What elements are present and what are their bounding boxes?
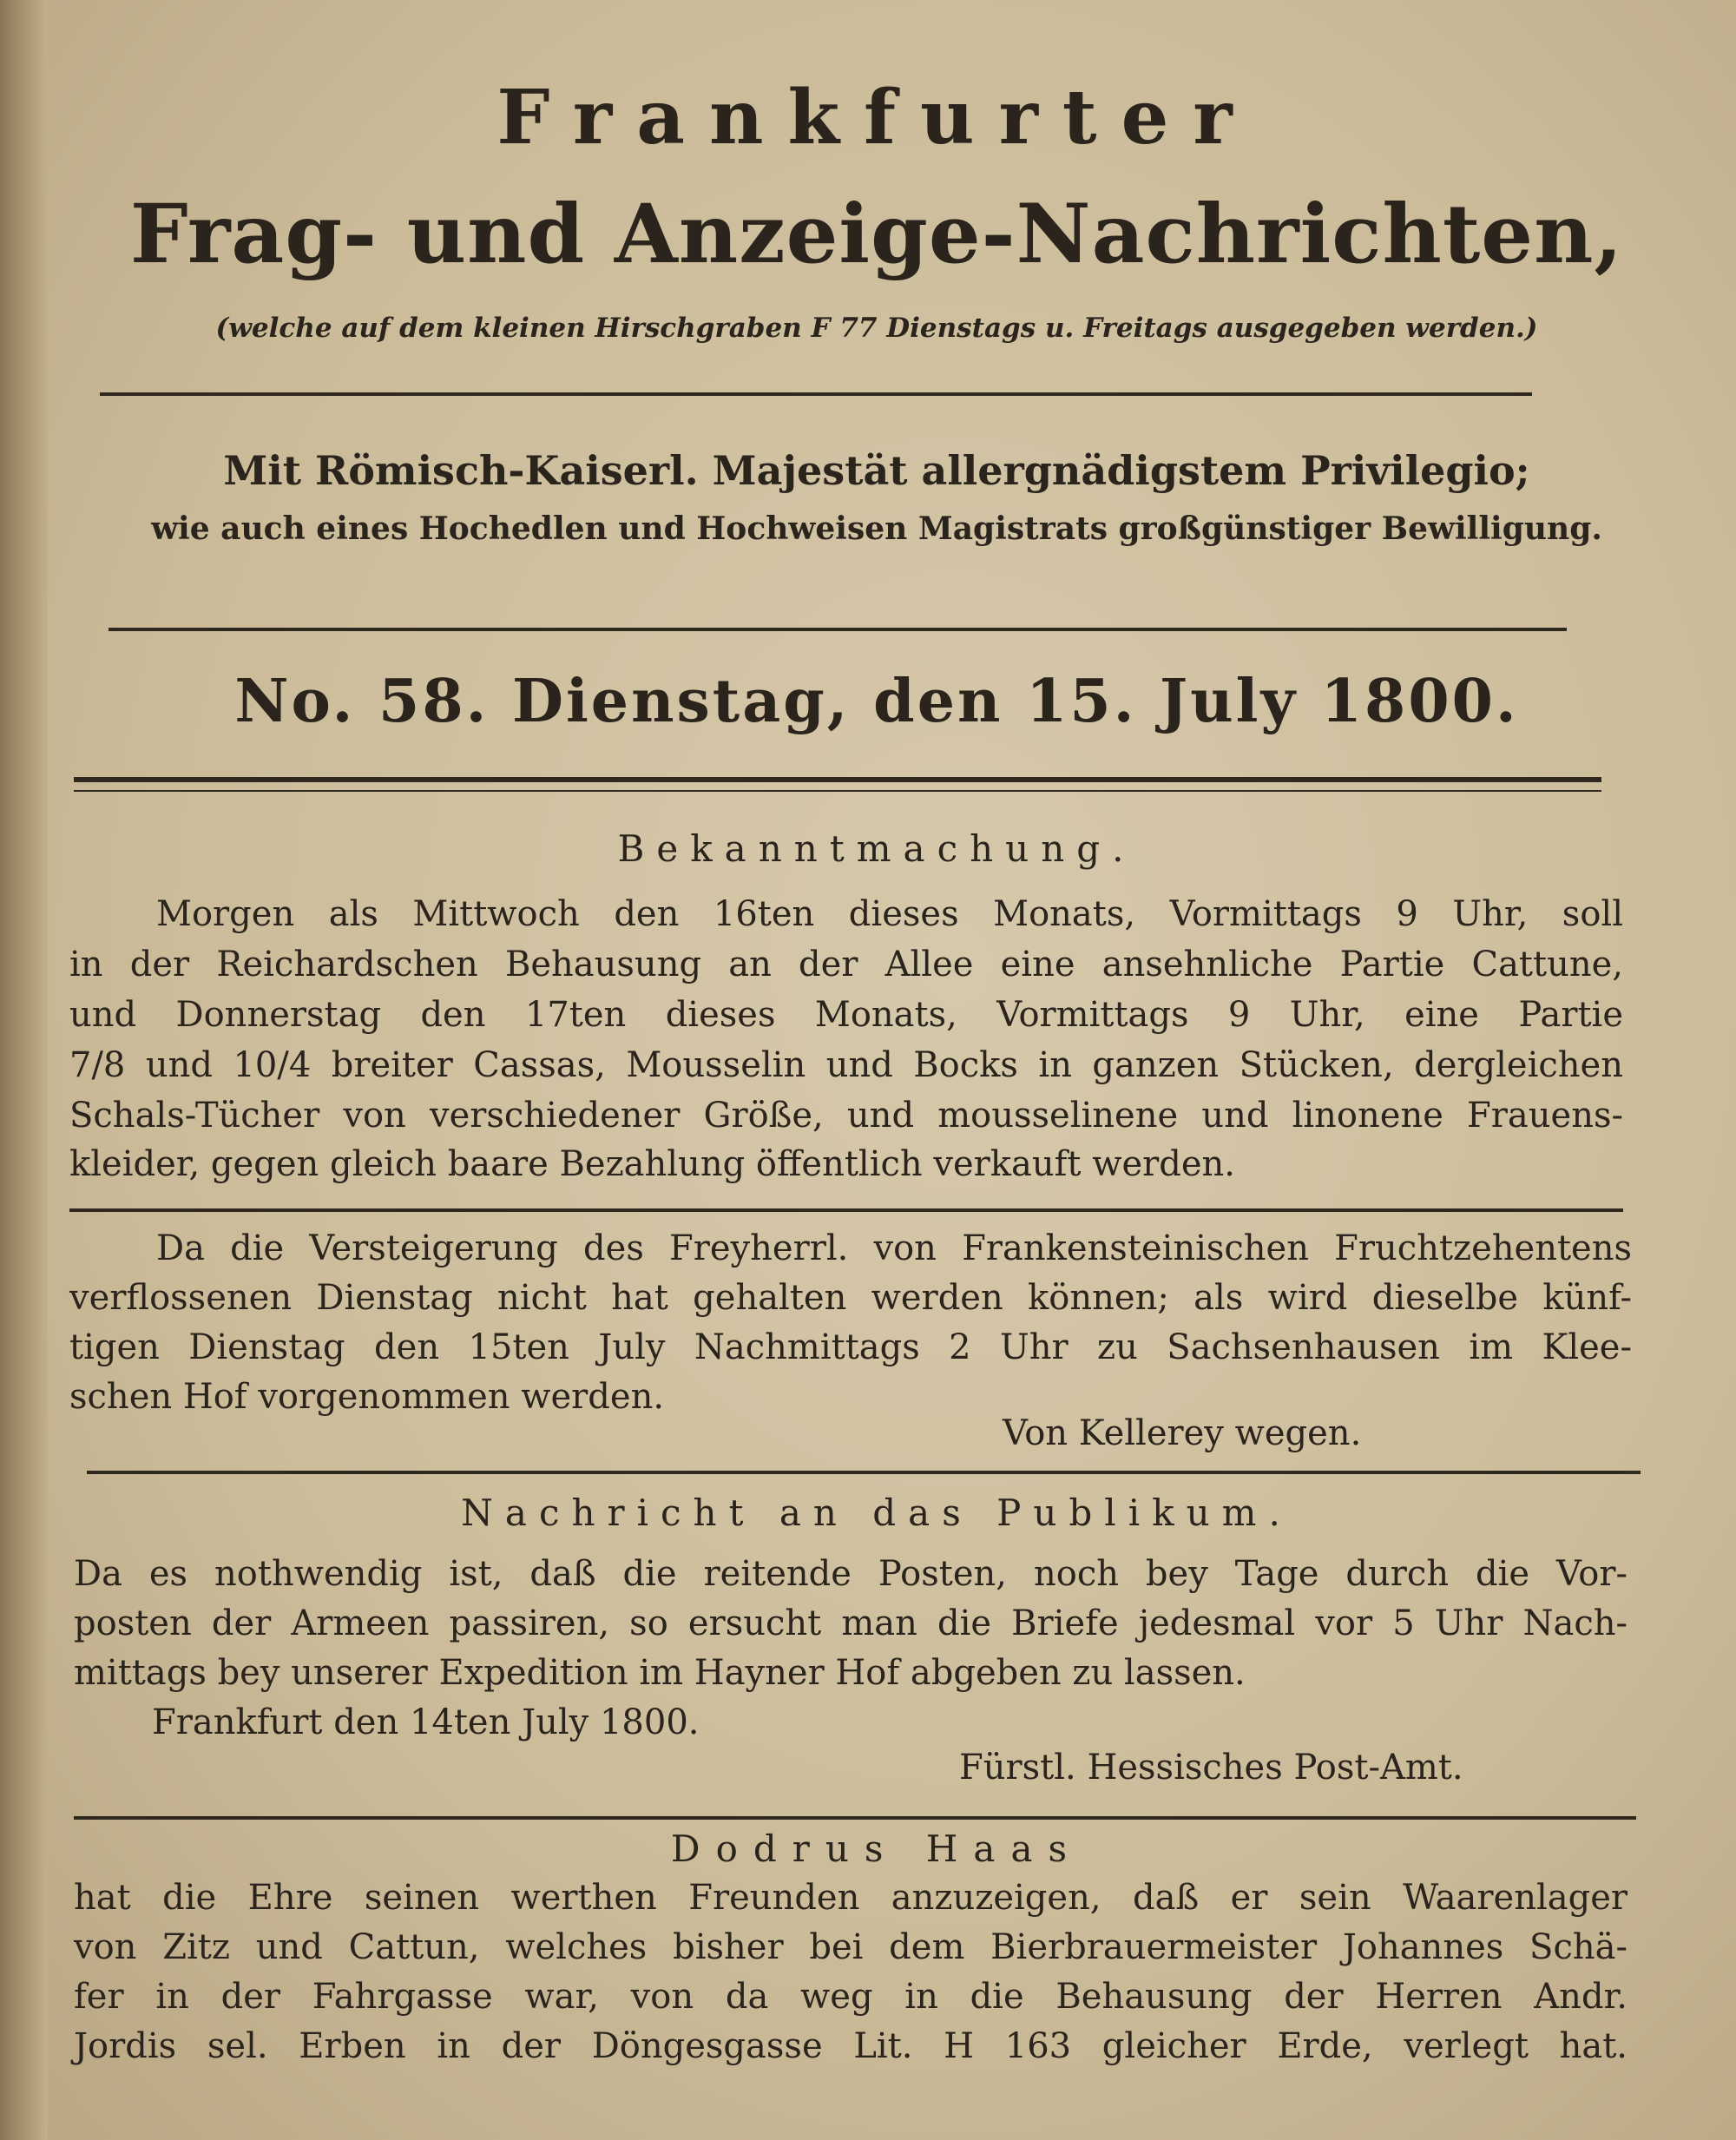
notice-1-heading: Bekanntmachung. xyxy=(617,827,1136,870)
book-spine-shadow xyxy=(0,0,48,2140)
notice-2-line-4: schen Hof vorgenommen werden. xyxy=(69,1377,665,1417)
masthead-subtitle: Frag- und Anzeige-Nachrichten, xyxy=(129,187,1624,282)
issue-number-date: No. 58. Dienstag, den 15. July 1800. xyxy=(234,667,1519,736)
notice-2-line-3: tigen Dienstag den 15ten July Nachmittags 2 Uhr zu Sachsenhausen im Klee- xyxy=(69,1327,1632,1367)
notice-4-line-1: hat die Ehre seinen werthen Freunden anzuzeigen, daß er sein Waarenlager xyxy=(74,1878,1628,1918)
notice-3-line-3: mittags bey unserer Expedition im Hayner Hof abgeben zu lassen. xyxy=(74,1653,1246,1693)
notice-3-dateline: Frankfurt den 14ten July 1800. xyxy=(152,1702,700,1742)
newspaper-page xyxy=(52,0,1701,2140)
masthead-title: Frankfurter xyxy=(496,74,1257,161)
notice-3-heading: Nachricht an das Publikum. xyxy=(461,1491,1292,1534)
notice-3-line-2: posten der Armeen passiren, so ersucht man die Briefe jedesmal vor 5 Uhr Nach- xyxy=(74,1603,1628,1643)
notice-1-rule xyxy=(69,1208,1623,1212)
notice-1-line-4: 7/8 und 10/4 breiter Cassas, Mousselin und Bocks in ganzen Stücken, dergleichen xyxy=(69,1045,1623,1085)
issue-rule-thick xyxy=(74,777,1601,782)
notice-2-signature: Von Kellerey wegen. xyxy=(1003,1413,1362,1453)
notice-1-line-5: Schals-Tücher von verschiedener Größe, und mousselinene und linonene Frauens- xyxy=(69,1096,1623,1136)
notice-1-line-3: und Donnerstag den 17ten dieses Monats, Vormittags 9 Uhr, eine Partie xyxy=(69,995,1623,1035)
privilege-rule xyxy=(108,628,1567,631)
issue-rule-thin xyxy=(74,790,1601,792)
masthead-note: (welche auf dem kleinen Hirschgraben F 77 Dienstags u. Freitags ausgegeben werden.) xyxy=(215,313,1538,344)
notice-1-line-1: Morgen als Mittwoch den 16ten dieses Monats, Vormittags 9 Uhr, soll xyxy=(156,894,1623,934)
notice-2-line-2: verflossenen Dienstag nicht hat gehalten werden können; als wird dieselbe künf- xyxy=(69,1278,1632,1318)
notice-2-rule xyxy=(87,1471,1641,1474)
notice-4-line-3: fer in der Fahrgasse war, von da weg in die Behausung der Herren Andr. xyxy=(74,1977,1628,2017)
notice-3-signature: Fürstl. Hessisches Post-Amt. xyxy=(959,1748,1463,1788)
notice-4-line-4: Jordis sel. Erben in der Döngesgasse Lit. H 163 gleicher Erde, verlegt hat. xyxy=(74,2026,1628,2066)
notice-4-line-2: von Zitz und Cattun, welches bisher bei dem Bierbrauermeister Johannes Schä- xyxy=(74,1927,1628,1967)
notice-1-line-2: in der Reichardschen Behausung an der Allee eine ansehnliche Partie Cattune, xyxy=(69,945,1623,984)
privilege-line-2: wie auch eines Hochedlen und Hochweisen Magistrats großgünstiger Bewilligung. xyxy=(151,510,1602,547)
masthead-rule xyxy=(100,392,1532,396)
notice-3-rule xyxy=(74,1816,1636,1820)
notice-2-line-1: Da die Versteigerung des Freyherrl. von Frankensteinischen Fruchtzehentens xyxy=(156,1228,1632,1268)
notice-4-heading: Dodrus Haas xyxy=(670,1827,1083,1870)
privilege-line-1: Mit Römisch-Kaiserl. Majestät allergnädigstem Privilegio; xyxy=(223,447,1530,494)
notice-1-line-6: kleider, gegen gleich baare Bezahlung öffentlich verkauft werden. xyxy=(69,1144,1235,1184)
notice-3-line-1: Da es nothwendig ist, daß die reitende Posten, noch bey Tage durch die Vor- xyxy=(74,1554,1628,1594)
